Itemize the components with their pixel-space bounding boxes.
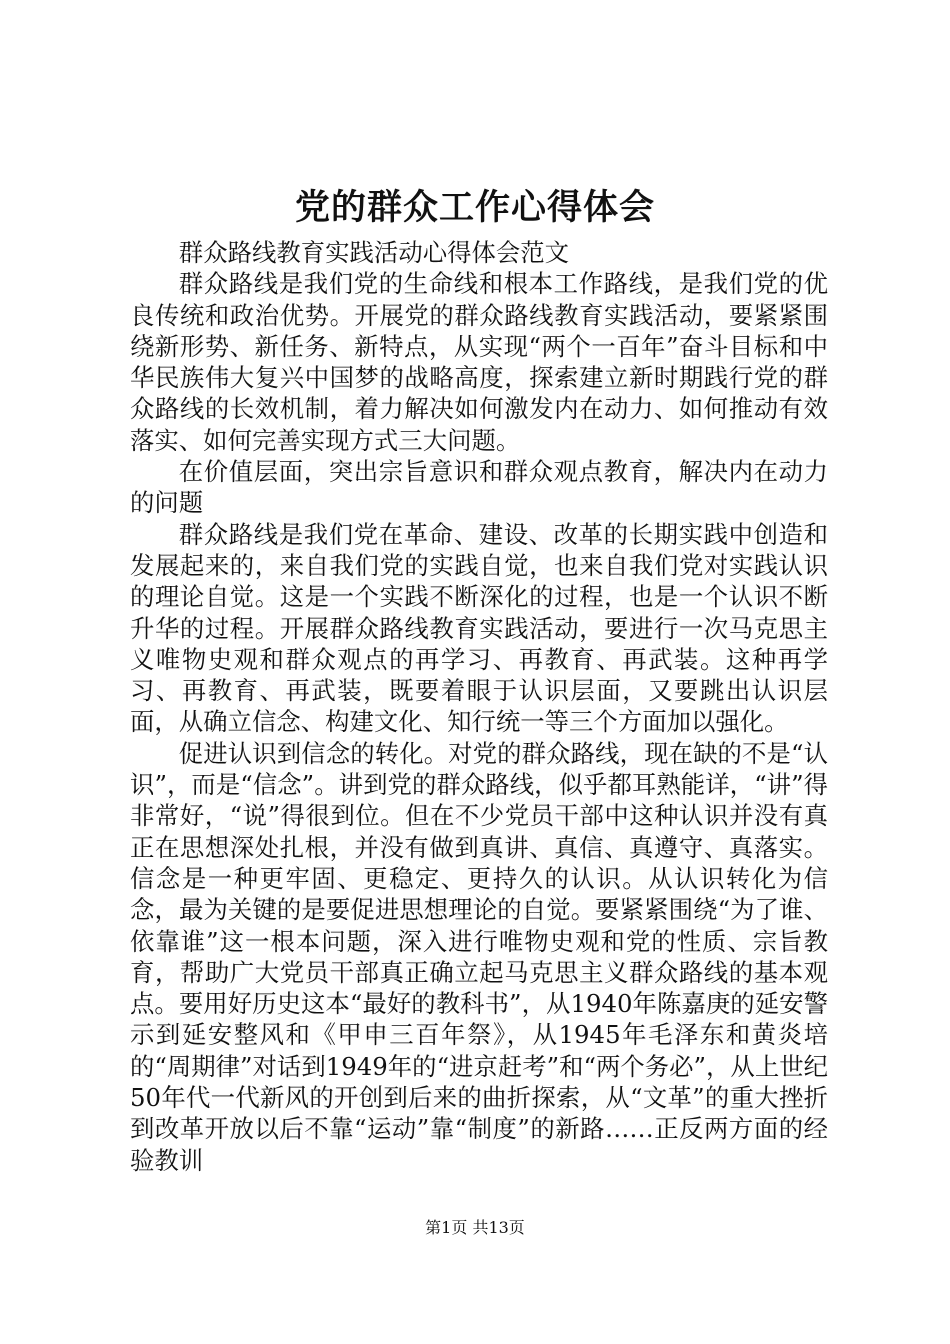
document-body bbox=[130, 237, 828, 1176]
section-heading-paragraph: 在价值层面，突出宗旨意识和群众观点教育，解决内在动力的问题 bbox=[130, 457, 828, 518]
page-number-footer: 第1页 共13页 bbox=[425, 1218, 525, 1237]
body-paragraph: 促进认识到信念的转化。对党的群众路线，现在缺的不是“认识”，而是“信念”。讲到党的群众路线，似乎都耳熟能详，“讲”得非常好，“说”得很到位。但在不少党员干部中这种认识并没有真正在思想深处扎根，并没有做到真讲、真信、真遵守、真落实。信念是一种更牢固、更稳定、更持久的认识。从认识转化为信念，最为关键的是要促进思想理论的自觉。要紧紧围绕“为了谁、依靠谁”这一根本问题，深入进行唯物史观和党的性质、宗旨教育，帮助广大党员干部真正确立起马克思主义群众路线的基本观点。要用好历史这本“最好的教科书”，从1940年陈嘉庚的延安警示到延安整风和《甲申三百年祭》，从1945年毛泽东和黄炎培的“周期律”对话到1949年的“进京赶考”和“两个务必”，从上世纪50年代一代新风的开创到后来的曲折探索，从“文革”的重大挫折到改革开放以后不靠“运动”靠“制度”的新路……正反两方面的经验教训 bbox=[130, 738, 828, 1175]
body-paragraph: 群众路线是我们党的生命线和根本工作路线，是我们党的优良传统和政治优势。开展党的群众路线教育实践活动，要紧紧围绕新形势、新任务、新特点，从实现“两个一百年”奋斗目标和中华民族伟大复兴中国梦的战略高度，探索建立新时期践行党的群众路线的长效机制，着力解决如何激发内在动力、如何推动有效落实、如何完善实现方式三大问题。 bbox=[130, 269, 828, 455]
document-title: 党的群众工作心得体会 bbox=[294, 187, 655, 228]
body-paragraph: 群众路线是我们党在革命、建设、改革的长期实践中创造和发展起来的，来自我们党的实践自觉，也来自我们党对实践认识的理论自觉。这是一个实践不断深化的过程，也是一个认识不断升华的过程。开展群众路线教育实践活动，要进行一次马克思主义唯物史观和群众观点的再学习、再教育、再武装。这种再学习、再教育、再武装，既要着眼于认识层面，又要跳出认识层面，从确立信念、构建文化、知行统一等三个方面加以强化。 bbox=[130, 519, 828, 737]
subtitle-paragraph: 群众路线教育实践活动心得体会范文 bbox=[178, 238, 570, 267]
